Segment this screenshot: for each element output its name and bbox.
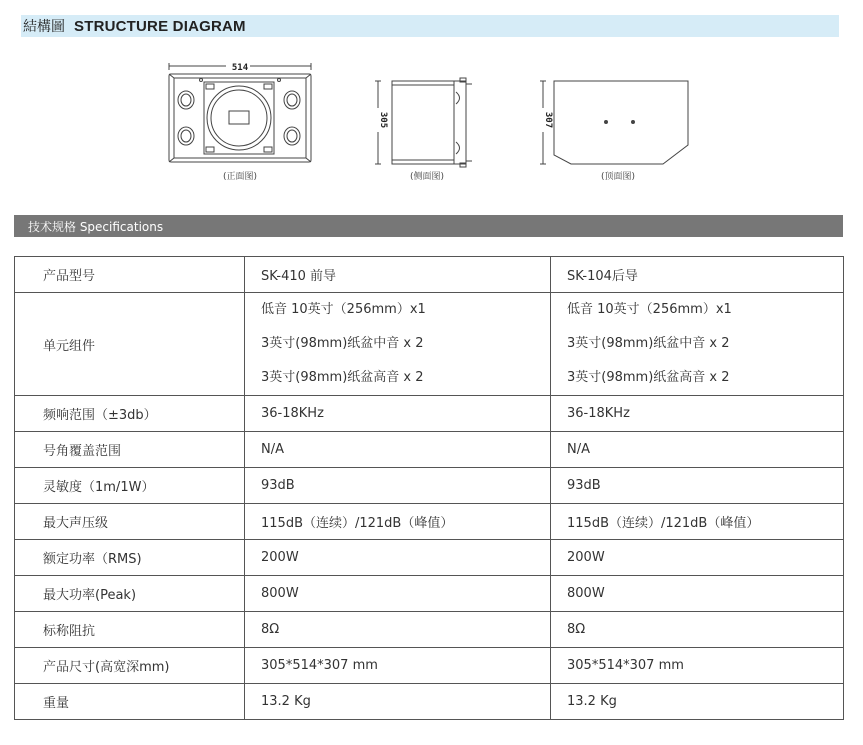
table-row bbox=[15, 612, 844, 648]
column-header-sk104: SK-104后导 bbox=[551, 257, 844, 293]
table-cell: 305*514*307 mm bbox=[245, 648, 551, 684]
table-row bbox=[15, 432, 844, 468]
row-label: 最大功率(Peak) bbox=[15, 576, 245, 612]
table-cell bbox=[551, 293, 844, 396]
side-height-label: 305 bbox=[378, 111, 388, 129]
cell-line: 3英寸(98mm)纸盆高音 x 2 bbox=[567, 370, 730, 385]
cell-line: 3英寸(98mm)纸盆中音 x 2 bbox=[261, 336, 424, 351]
table-cell: 8Ω bbox=[245, 612, 551, 648]
table-cell: 93dB bbox=[245, 468, 551, 504]
top-view-caption: (顶面图) bbox=[600, 172, 636, 182]
table-cell: 800W bbox=[245, 576, 551, 612]
table-row bbox=[15, 468, 844, 504]
row-label: 额定功率（RMS) bbox=[15, 540, 245, 576]
column-header-sk410: SK-410 前导 bbox=[245, 257, 551, 293]
table-row bbox=[15, 576, 844, 612]
front-view-caption: (正面图) bbox=[222, 172, 258, 182]
side-view-drawing bbox=[370, 60, 480, 168]
structure-diagram-header bbox=[21, 15, 839, 37]
side-view-caption: (侧面图) bbox=[409, 172, 445, 182]
table-row bbox=[15, 684, 844, 720]
table-row-driver-units bbox=[15, 293, 844, 396]
specifications-title: 技术规格 Specifications bbox=[28, 219, 164, 234]
row-label: 标称阻抗 bbox=[15, 612, 245, 648]
row-label: 重量 bbox=[15, 684, 245, 720]
table-cell: N/A bbox=[551, 432, 844, 468]
table-cell: 13.2 Kg bbox=[551, 684, 844, 720]
table-row bbox=[15, 396, 844, 432]
table-cell: N/A bbox=[245, 432, 551, 468]
table-row bbox=[15, 648, 844, 684]
column-header-model: 产品型号 bbox=[15, 257, 245, 293]
cell-line: 3英寸(98mm)纸盆中音 x 2 bbox=[567, 336, 730, 351]
table-row bbox=[15, 504, 844, 540]
row-label: 号角覆盖范围 bbox=[15, 432, 245, 468]
table-cell: 36-18KHz bbox=[245, 396, 551, 432]
structure-title-zh: 結構圖 bbox=[23, 19, 65, 35]
table-cell: 13.2 Kg bbox=[245, 684, 551, 720]
table-cell bbox=[245, 293, 551, 396]
cell-line: 低音 10英寸（256mm）x1 bbox=[261, 302, 426, 317]
specifications-header bbox=[14, 215, 843, 237]
table-cell: 115dB（连续）/121dB（峰值） bbox=[551, 504, 844, 540]
cell-line: 低音 10英寸（256mm）x1 bbox=[567, 302, 732, 317]
cell-line: 3英寸(98mm)纸盆高音 x 2 bbox=[261, 370, 424, 385]
table-cell: 200W bbox=[551, 540, 844, 576]
front-width-label: 514 bbox=[231, 63, 249, 73]
table-row-model bbox=[15, 257, 844, 293]
table-cell: 115dB（连续）/121dB（峰值） bbox=[245, 504, 551, 540]
table-row bbox=[15, 540, 844, 576]
top-depth-label: 307 bbox=[543, 111, 553, 129]
row-label: 单元组件 bbox=[15, 293, 245, 396]
row-label: 产品尺寸(高宽深mm) bbox=[15, 648, 245, 684]
top-view-drawing bbox=[533, 60, 693, 168]
table-cell: 93dB bbox=[551, 468, 844, 504]
table-cell: 8Ω bbox=[551, 612, 844, 648]
row-label: 最大声压级 bbox=[15, 504, 245, 540]
specifications-table bbox=[14, 256, 844, 720]
table-cell: 200W bbox=[245, 540, 551, 576]
structure-title-en: STRUCTURE DIAGRAM bbox=[74, 17, 246, 35]
table-cell: 36-18KHz bbox=[551, 396, 844, 432]
table-cell: 800W bbox=[551, 576, 844, 612]
front-view-drawing bbox=[166, 60, 314, 168]
row-label: 频响范围（±3db） bbox=[15, 396, 245, 432]
table-cell: 305*514*307 mm bbox=[551, 648, 844, 684]
row-label: 灵敏度（1m/1W） bbox=[15, 468, 245, 504]
